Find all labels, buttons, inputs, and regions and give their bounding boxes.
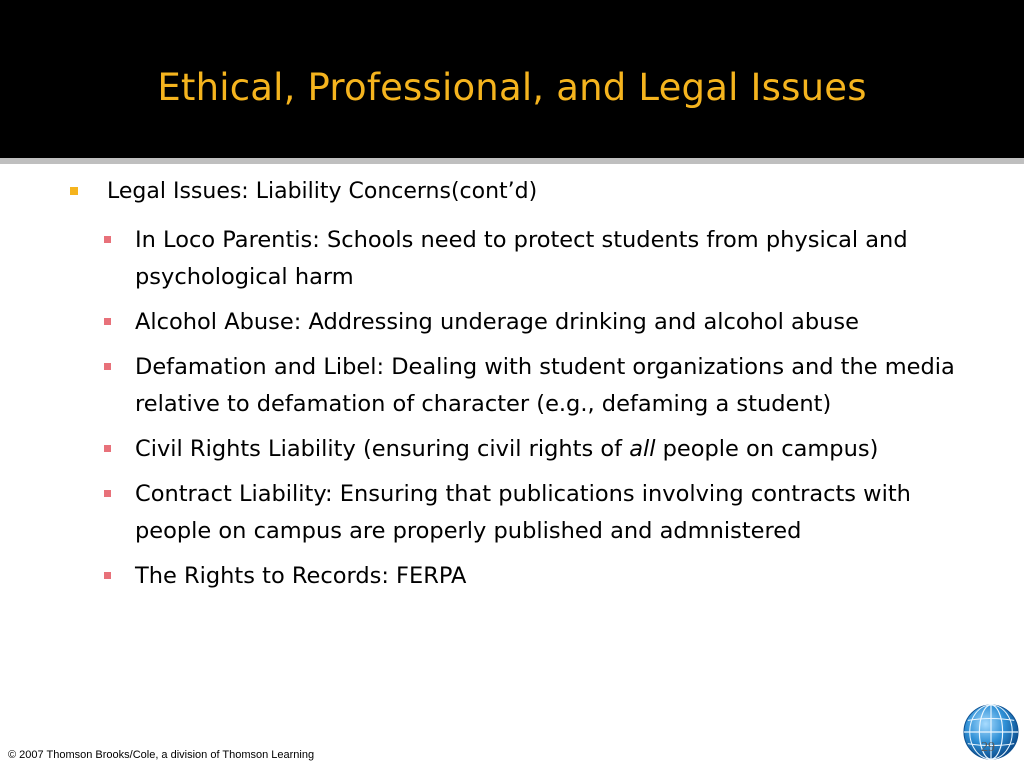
sub-bullet-text: Defamation and Libel: Dealing with student organizations and the media relative to defamation of character (e.g., defaming a student) [135, 354, 955, 417]
sub-bullet-text-start: Civil Rights Liability (ensuring civil rights of [135, 436, 630, 462]
slide-page-number: 29 [981, 740, 995, 755]
sub-bullet-item [104, 476, 984, 550]
square-bullet-icon [104, 572, 111, 579]
sub-bullet-item [104, 431, 984, 468]
slide-header [0, 0, 1024, 158]
square-bullet-icon [104, 445, 111, 452]
square-bullet-icon [70, 187, 78, 195]
main-bullet-text: Legal Issues: Liability Concerns(cont’d) [107, 179, 538, 204]
sub-bullet-text: The Rights to Records: FERPA [135, 563, 467, 589]
slide-title: Ethical, Professional, and Legal Issues [157, 66, 867, 109]
square-bullet-icon [104, 318, 111, 325]
sub-bullet-item [104, 304, 984, 341]
sub-bullet-text-end: people on campus) [655, 436, 879, 462]
slide-content [0, 164, 1024, 768]
sub-bullet-item [104, 222, 984, 296]
sub-bullet-item [104, 558, 984, 595]
sub-bullet-text: In Loco Parentis: Schools need to protect students from physical and psychological harm [135, 227, 908, 290]
copyright-footer: © 2007 Thomson Brooks/Cole, a division of Thomson Learning [8, 749, 315, 761]
sub-bullet-text: Contract Liability: Ensuring that publications involving contracts with people on campus are properly published and admnistered [135, 481, 911, 544]
sub-bullet-list [104, 222, 984, 603]
square-bullet-icon [104, 363, 111, 370]
sub-bullet-text: Alcohol Abuse: Addressing underage drinking and alcohol abuse [135, 309, 859, 335]
sub-bullet-item [104, 349, 984, 423]
square-bullet-icon [104, 236, 111, 243]
emphasis-text: all [629, 436, 656, 462]
square-bullet-icon [104, 490, 111, 497]
